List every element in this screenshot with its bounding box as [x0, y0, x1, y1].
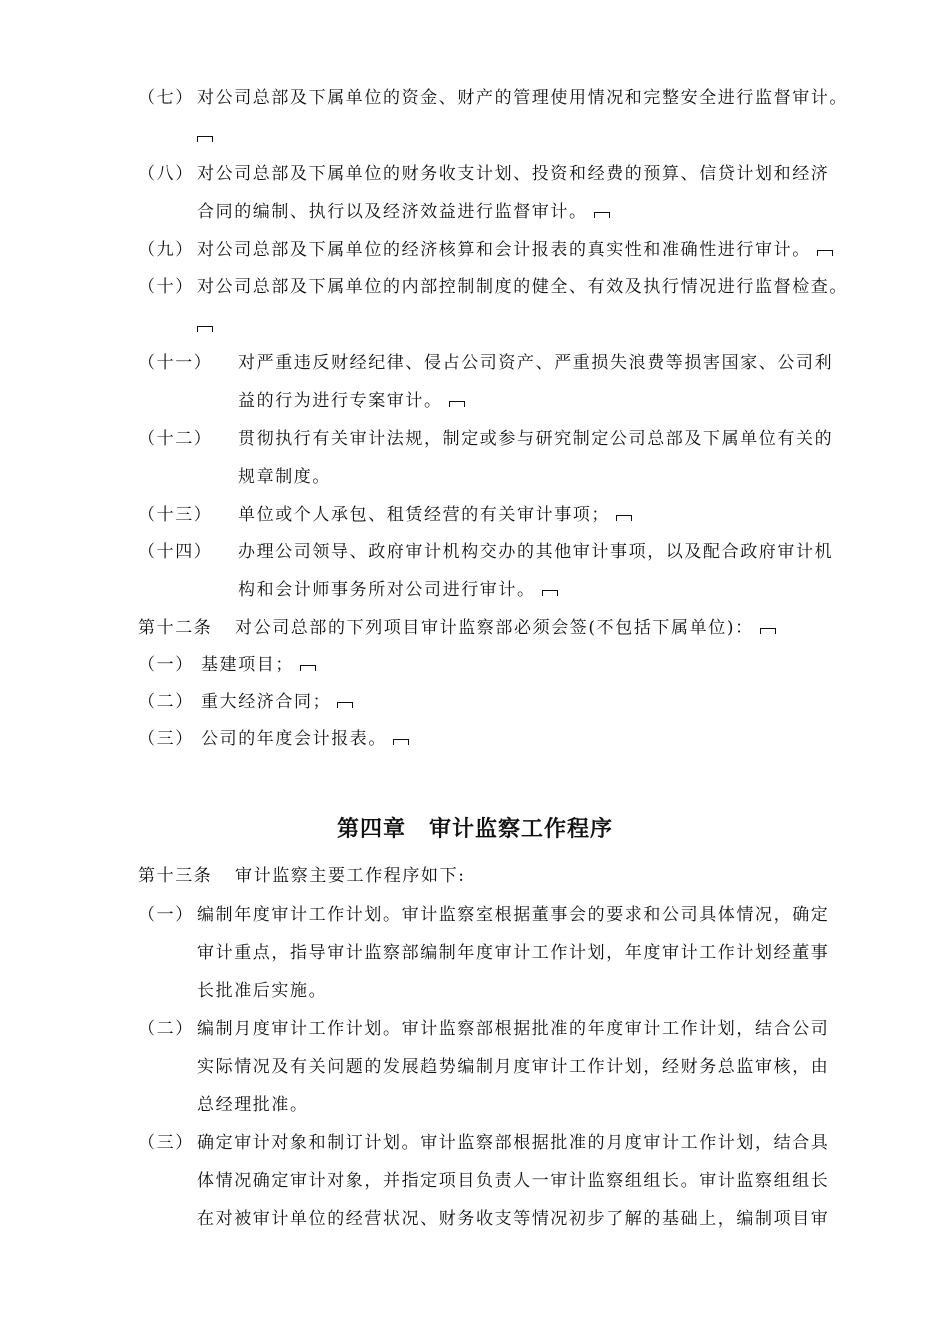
item-text: 构和会计师事务所对公司进行审计。	[238, 580, 536, 600]
procedure-item	[138, 1133, 829, 1153]
item-text: 规章制度。	[238, 467, 331, 487]
list-item-continuation	[238, 580, 558, 600]
article-label: 第十二条	[138, 618, 213, 638]
item-text: 对公司总部及下属单位的经济核算和会计报表的真实性和准确性进行审计。	[197, 240, 811, 260]
item-text: 办理公司领导、政府审计机构交办的其他审计事项，以及配合政府审计机	[238, 542, 834, 562]
item-label: （十一）	[138, 353, 213, 373]
procedure-item	[138, 905, 829, 925]
item-text: 对公司总部及下属单位的内部控制制度的健全、有效及执行情况进行监督检查。	[197, 277, 848, 297]
item-text: 对公司总部及下属单位的财务收支计划、投资和经费的预算、信贷计划和经济	[197, 164, 830, 184]
list-item	[138, 164, 829, 184]
item-text: 编制月度审计工作计划。审计监察部根据批准的年度审计工作计划，结合公司	[197, 1019, 830, 1039]
item-label: （一）	[138, 655, 194, 675]
item-label: （一）	[138, 905, 194, 925]
item-label: （二）	[138, 692, 194, 712]
item-text: 公司的年度会计报表。	[201, 729, 387, 749]
list-item	[138, 429, 833, 449]
paragraph-mark-icon	[449, 401, 465, 407]
item-text: 对严重违反财经纪律、侵占公司资产、严重损失浪费等损害国家、公司利	[238, 353, 834, 373]
list-item	[138, 542, 833, 562]
list-item	[138, 353, 833, 373]
paragraph-mark-icon	[300, 665, 316, 671]
item-label: （三）	[138, 729, 194, 749]
list-item-continuation	[197, 126, 213, 146]
paragraph-mark-icon	[817, 250, 833, 256]
list-item-continuation	[238, 467, 331, 487]
item-text: 基建项目；	[201, 655, 294, 675]
article-text: 对公司总部的下列项目审计监察部必须会签(不包括下属单位)：	[235, 618, 754, 638]
article-label: 第十三条	[138, 866, 213, 886]
procedure-item-continuation	[197, 1171, 829, 1191]
list-item	[138, 88, 848, 108]
article-12	[138, 618, 776, 638]
item-text: 合同的编制、执行以及经济效益进行监督审计。	[197, 202, 588, 222]
article-13	[138, 866, 466, 886]
paragraph-mark-icon	[197, 326, 213, 332]
item-text: 审计重点，指导审计监察部编制年度审计工作计划，年度审计工作计划经董事	[197, 943, 830, 963]
item-text: 体情况确定审计对象，并指定项目负责人一审计监察组组长。审计监察组组长	[197, 1171, 830, 1191]
item-label: （十）	[138, 277, 194, 297]
item-text: 实际情况及有关问题的发展趋势编制月度审计工作计划，经财务总监审核，由	[197, 1057, 830, 1077]
procedure-item-continuation	[197, 1209, 829, 1229]
item-text: 单位或个人承包、租赁经营的有关审计事项；	[238, 505, 610, 525]
paragraph-mark-icon	[760, 628, 776, 634]
item-label: （十二）	[138, 429, 213, 449]
item-text: 益的行为进行专案审计。	[238, 391, 443, 411]
item-label: （三）	[138, 1133, 194, 1153]
item-label: （九）	[138, 240, 194, 260]
list-item	[138, 692, 353, 712]
article-text: 审计监察主要工作程序如下:	[235, 866, 466, 886]
item-text: 对公司总部及下属单位的资金、财产的管理使用情况和完整安全进行监督审计。	[197, 88, 848, 108]
item-text: 重大经济合同；	[201, 692, 332, 712]
item-label: （七）	[138, 88, 194, 108]
item-text: 在对被审计单位的经营状况、财务收支等情况初步了解的基础上，编制项目审	[197, 1209, 830, 1229]
item-text: 长批准后实施。	[197, 981, 328, 1001]
list-item	[138, 277, 848, 297]
item-label: （八）	[138, 164, 194, 184]
list-item-continuation	[197, 202, 610, 222]
item-label: （二）	[138, 1019, 194, 1039]
chapter-title: 第四章 审计监察工作程序	[336, 817, 613, 842]
item-text: 编制年度审计工作计划。审计监察室根据董事会的要求和公司具体情况，确定	[197, 905, 830, 925]
procedure-item-continuation	[197, 1057, 829, 1077]
item-text: 确定审计对象和制订计划。审计监察部根据批准的月度审计工作计划，结合具	[197, 1133, 830, 1153]
paragraph-mark-icon	[542, 590, 558, 596]
list-item	[138, 505, 632, 525]
paragraph-mark-icon	[393, 739, 409, 745]
procedure-item-continuation	[197, 943, 829, 963]
item-label: （十三）	[138, 505, 213, 525]
item-text: 总经理批准。	[197, 1095, 309, 1115]
paragraph-mark-icon	[197, 136, 213, 142]
paragraph-mark-icon	[337, 702, 353, 708]
paragraph-mark-icon	[594, 212, 610, 218]
list-item	[138, 240, 833, 260]
item-text: 贯彻执行有关审计法规，制定或参与研究制定公司总部及下属单位有关的	[238, 429, 834, 449]
procedure-item-continuation	[197, 1095, 309, 1115]
item-label: （十四）	[138, 542, 213, 562]
list-item-continuation	[238, 391, 465, 411]
procedure-item	[138, 1019, 829, 1039]
list-item-continuation	[197, 316, 213, 336]
list-item	[138, 655, 316, 675]
procedure-item-continuation	[197, 981, 327, 1001]
list-item	[138, 729, 409, 749]
paragraph-mark-icon	[616, 515, 632, 521]
